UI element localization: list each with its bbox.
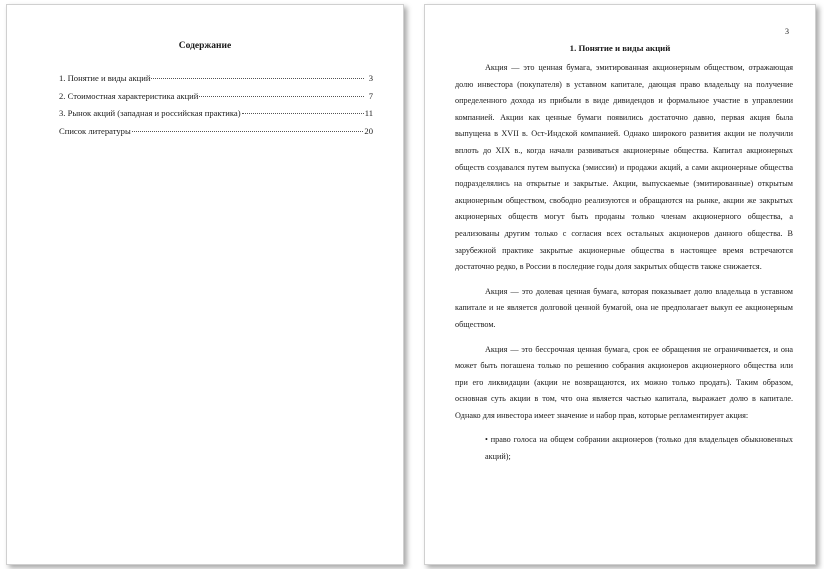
body-text — [455, 60, 793, 474]
section-heading: 1. Понятие и виды акций — [569, 43, 671, 53]
toc-list — [59, 73, 373, 143]
toc-item[interactable] — [59, 91, 373, 109]
toc-item-label: 3. Рынок акций (западная и российская практика) — [59, 108, 241, 118]
toc-leader-dots — [199, 96, 364, 97]
toc-leader-dots — [242, 113, 364, 114]
toc-item[interactable] — [59, 73, 373, 91]
toc-item[interactable] — [59, 108, 373, 126]
paragraph: Акция — это бессрочная ценная бумага, срок ее обращения не ограничивается, и она может быть погашена только по решению собрания акционеров акционерного общества или при его ликвидации (акции не возвращаются, их можно только продать). Таким образом, основная суть акции в том, что она является частью капитала, выражает долю в капитале. Однако для инвестора имеет значение и набор прав, которые регламентирует акция: — [455, 344, 793, 420]
toc-item[interactable] — [59, 126, 373, 144]
toc-leader-dots — [132, 131, 364, 132]
content-page — [424, 4, 816, 565]
bullet-item: • право голоса на общем собрании акционеров (только для владельцев обыкновенных акций); — [485, 435, 793, 462]
toc-leader-dots — [151, 78, 364, 79]
toc-item-page: 3 — [368, 73, 373, 83]
toc-item-label: Список литературы — [59, 125, 131, 136]
toc-item-page: 20 — [364, 125, 373, 136]
toc-title: Содержание — [178, 41, 232, 51]
toc-page — [6, 4, 404, 565]
toc-item-page: 11 — [364, 108, 373, 118]
page-number: 3 — [785, 27, 789, 36]
toc-item-label: 1. Понятие и виды акций — [59, 73, 151, 83]
toc-item-page: 7 — [368, 90, 373, 101]
paragraph: Акция — это долевая ценная бумага, которая показывает долю владельца в уставном капитале и не является долговой ценной бумагой, она не предполагает выкуп ее акционерным обществом. — [455, 286, 793, 329]
paragraph: Акция — это ценная бумага, эмитированная акционерным обществом, отражающая долю инвестора (покупателя) в уставном капитале, дающая право владельцу на получение определенного дохода из прибыли в виде дивидендов и формальное участие в управлении компанией. Акции как ценные бумаги появились достаточно давно, первая акция была выпущена в XVII в. Ост-Индской компанией. Однако широкого развития акции не получили вплоть до XIX в., когда начали развиваться акционерные общества. Капитал акционерных обществ создавался путем выпуска (эмиссии) и продажи акций, а сами акционерные общества подразделялись на открытые и закрытые. Акции, выпускаемые (эмитированные) открытым акционерным обществом, свободно реализуются и обращаются на рынке, акции же закрытых акционерных обществ могут быть проданы только членам акционерного общества, а реализованы другим только с согласия всех остальных акционеров данного общества. В зарубежной практике закрытые акционерные общества в настоящее время встречаются достаточно редко, в России в последние годы доля закрытых обществ также снижается. — [455, 63, 793, 272]
toc-item-label: 2. Стоимостная характеристика акций — [59, 90, 199, 101]
